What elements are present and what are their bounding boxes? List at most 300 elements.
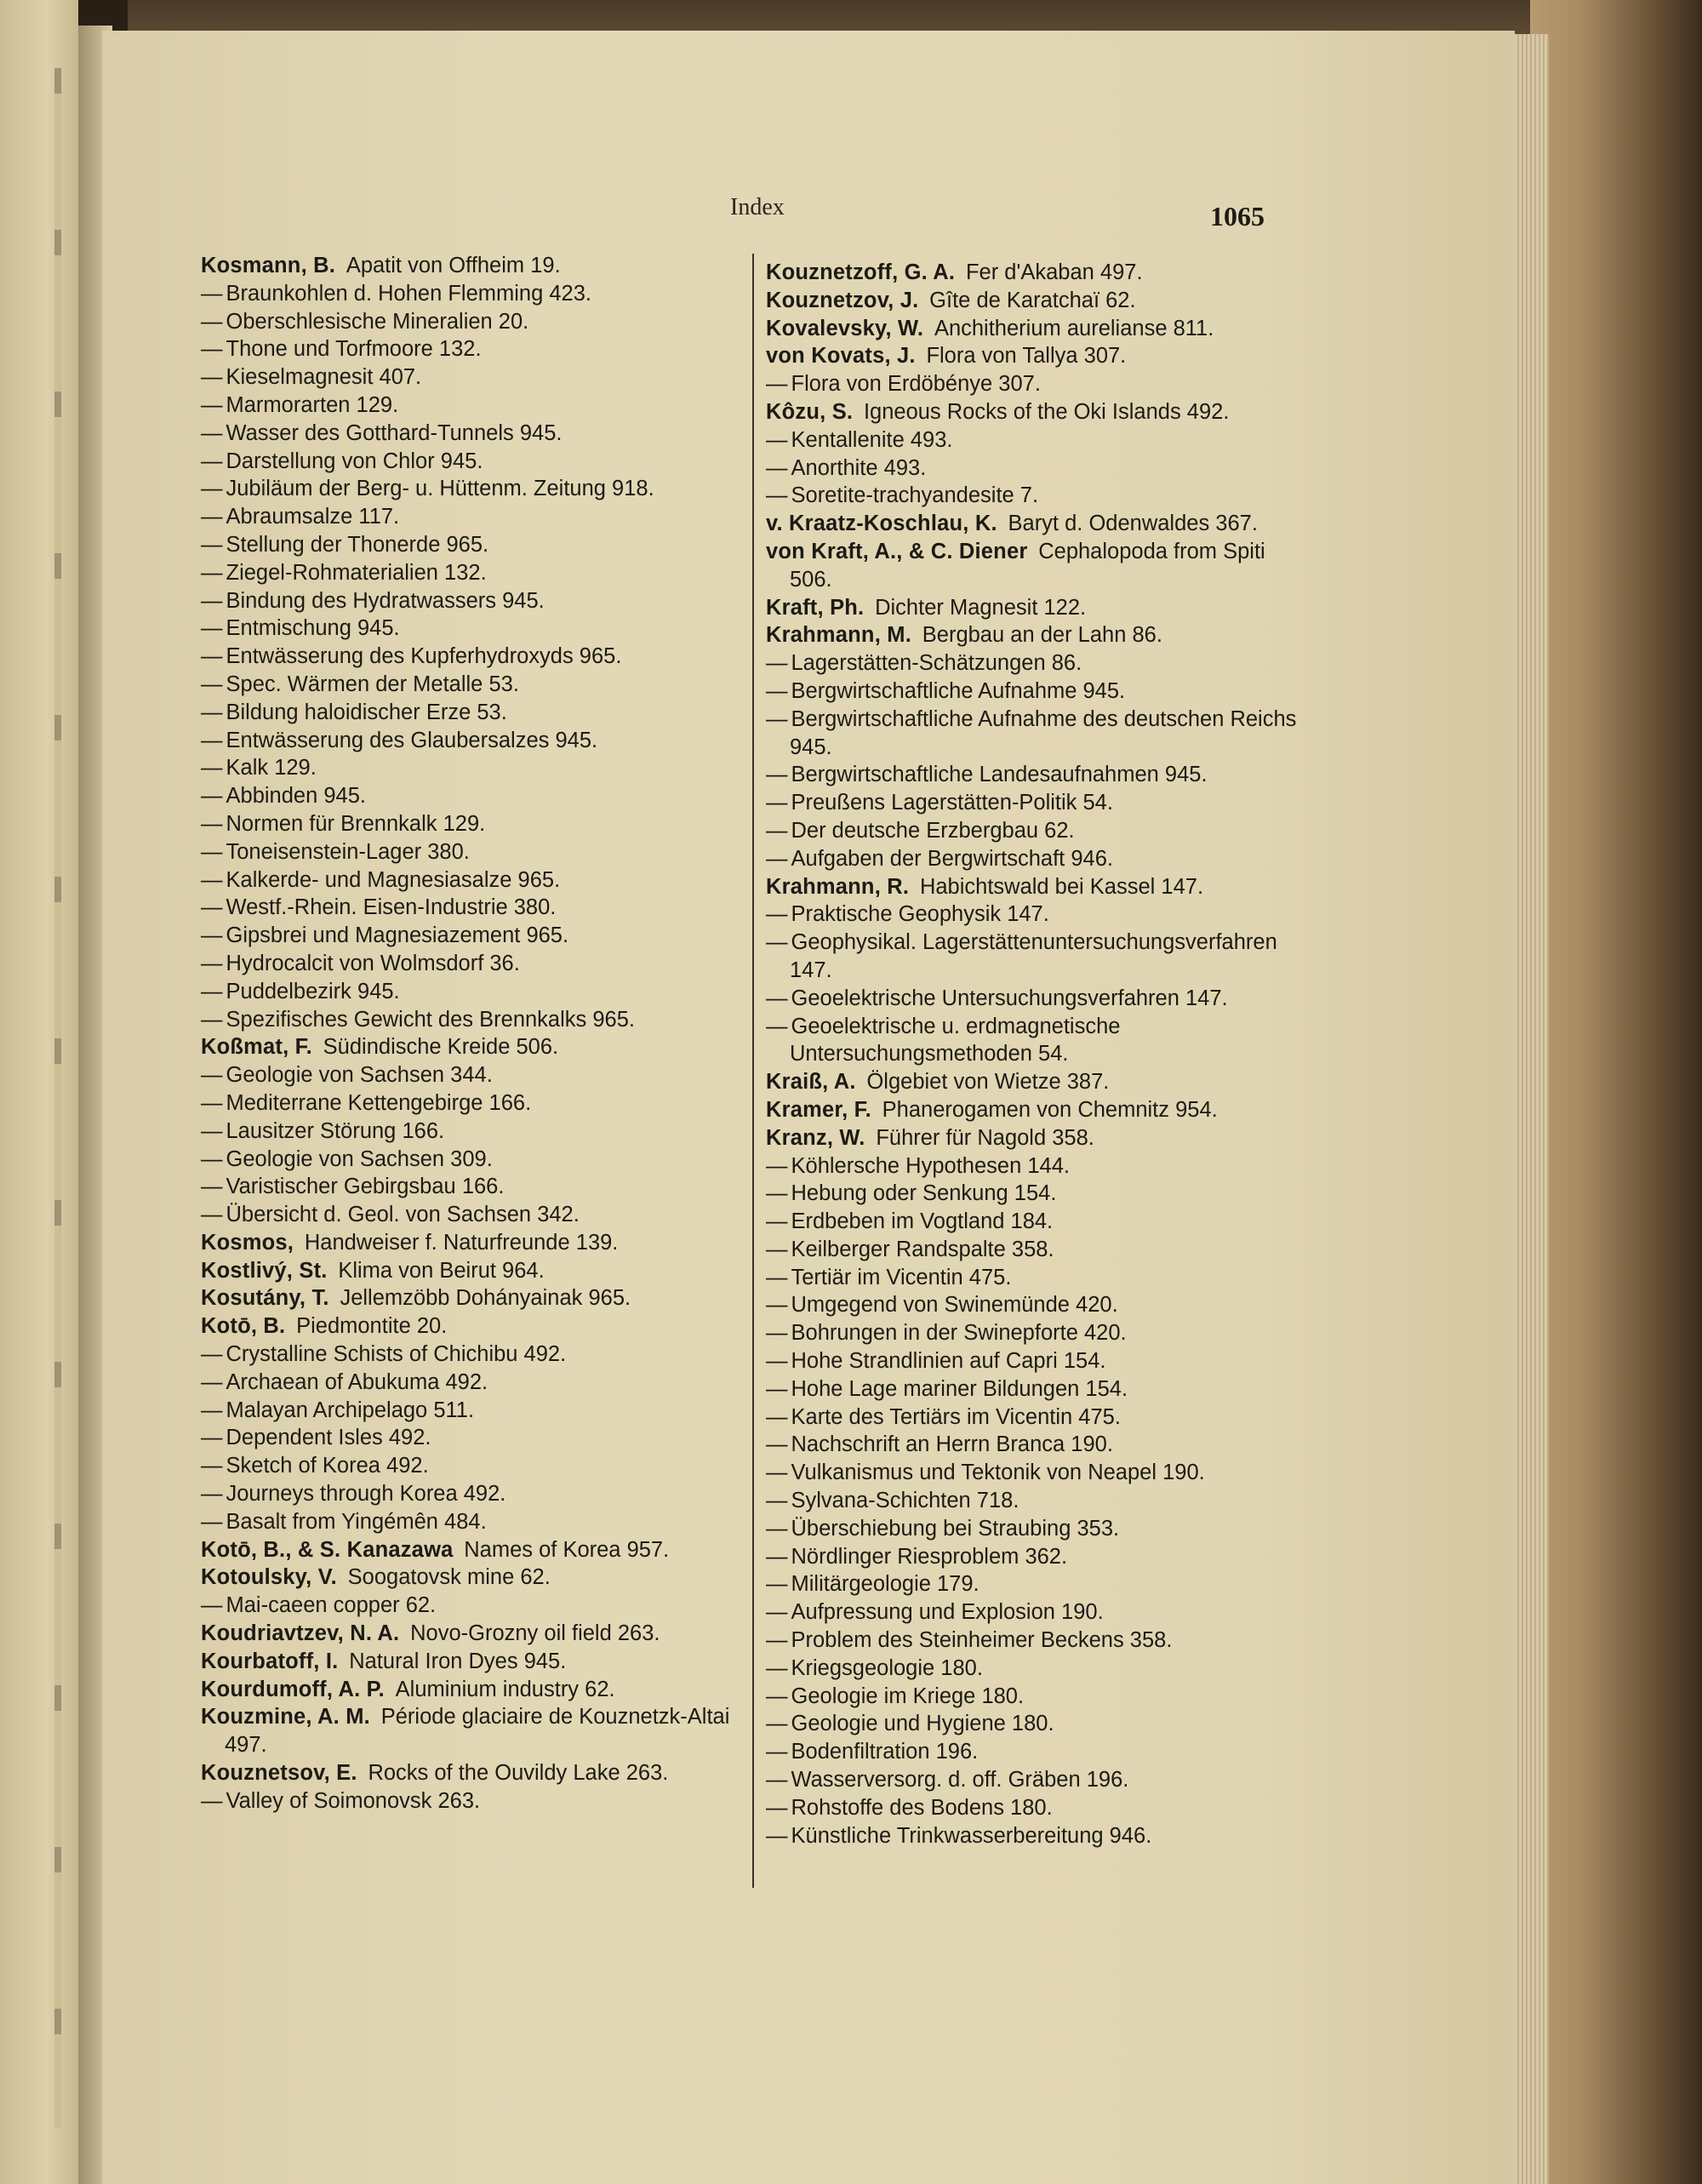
work-title: Künstliche Trinkwasserbereitung 946.: [791, 1823, 1152, 1848]
work-title: Militärgeologie 179.: [791, 1572, 980, 1597]
work-title: Archaean of Abukuma 492.: [226, 1369, 488, 1394]
index-entry: [201, 1284, 737, 1312]
work-title: Keilberger Randspalte 358.: [791, 1237, 1054, 1261]
index-entry: [201, 1480, 737, 1508]
ditto-dash: —: [201, 784, 223, 809]
work-title: Basalt from Yingémên 484.: [226, 1509, 487, 1534]
ditto-dash: —: [201, 1203, 223, 1227]
work-title: Hydrocalcit von Wolmsdorf 36.: [226, 951, 520, 975]
ditto-dash: —: [766, 1181, 788, 1206]
index-entry: [766, 985, 1304, 1013]
work-title: Führer für Nagold 358.: [876, 1125, 1094, 1150]
author-name: Kotoulsky, V.: [201, 1565, 337, 1590]
ditto-dash: —: [201, 1118, 223, 1143]
index-entry: [766, 1794, 1304, 1822]
author-name: von Kovats, J.: [766, 344, 916, 369]
ditto-dash: —: [766, 791, 788, 815]
index-entry: [201, 1424, 737, 1452]
index-entry: [201, 1592, 737, 1620]
facing-page-edge: [0, 0, 78, 2184]
work-title: Bergbau an der Lahn 86.: [922, 623, 1162, 648]
ditto-dash: —: [766, 1404, 788, 1429]
ditto-dash: —: [766, 1349, 788, 1374]
work-title: Journeys through Korea 492.: [226, 1482, 506, 1507]
ditto-dash: —: [201, 392, 223, 417]
author-name: Kotō, B., & S. Kanazawa: [201, 1537, 454, 1562]
index-entry: [766, 1459, 1304, 1487]
index-entry: [766, 1152, 1304, 1181]
ditto-dash: —: [201, 672, 223, 696]
work-title: Gipsbrei und Magnesiazement 965.: [226, 923, 569, 948]
work-title: Darstellung von Chlor 945.: [226, 449, 483, 473]
index-entry: [201, 782, 737, 810]
ditto-dash: —: [766, 818, 788, 843]
index-entry: [766, 426, 1304, 455]
work-title: Gîte de Karatchaï 62.: [929, 288, 1136, 312]
index-entry: [766, 1683, 1304, 1711]
author-name: Krahmann, R.: [766, 874, 910, 899]
work-title: Soogatovsk mine 62.: [347, 1565, 551, 1590]
author-name: Kourdumoff, A. P.: [201, 1677, 385, 1701]
column-divider: [752, 254, 754, 1888]
index-entry: [766, 1655, 1304, 1683]
work-title: Westf.-Rhein. Eisen-Industrie 380.: [226, 895, 557, 920]
work-title: Aluminium industry 62.: [395, 1677, 615, 1701]
work-title: Karte des Tertiärs im Vicentin 475.: [791, 1404, 1121, 1429]
ditto-dash: —: [201, 1482, 223, 1507]
ditto-dash: —: [201, 1369, 223, 1394]
ditto-dash: —: [766, 483, 788, 508]
index-entry: [766, 510, 1304, 538]
ditto-dash: —: [201, 337, 223, 362]
work-title: Bodenfiltration 196.: [791, 1740, 979, 1764]
index-entry: [201, 280, 737, 308]
index-entry: [201, 838, 737, 866]
work-title: Aufpressung und Explosion 190.: [791, 1600, 1104, 1625]
ditto-dash: —: [201, 449, 223, 473]
index-entry: [766, 482, 1304, 510]
work-title: Geologie und Hygiene 180.: [791, 1712, 1054, 1736]
index-entry: [201, 420, 737, 448]
index-entry: [201, 978, 737, 1006]
index-entry: [766, 1766, 1304, 1794]
index-entry: [766, 1319, 1304, 1347]
ditto-dash: —: [766, 1209, 788, 1234]
index-entry: [766, 706, 1304, 762]
ditto-dash: —: [766, 763, 788, 787]
index-entry: [201, 1146, 737, 1174]
index-entry: [766, 1068, 1304, 1096]
work-title: Kalk 129.: [226, 756, 317, 780]
ditto-dash: —: [201, 923, 223, 948]
work-title: Sylvana-Schichten 718.: [791, 1489, 1019, 1513]
work-title: Names of Korea 957.: [464, 1537, 670, 1562]
ditto-dash: —: [766, 1516, 788, 1541]
ditto-dash: —: [201, 756, 223, 780]
ditto-dash: —: [766, 902, 788, 927]
index-entry: [766, 649, 1304, 677]
index-entry: [201, 587, 737, 615]
index-entry: [201, 699, 737, 727]
index-entry: [766, 455, 1304, 483]
work-title: Der deutsche Erzbergbau 62.: [791, 818, 1075, 843]
ditto-dash: —: [201, 1788, 223, 1813]
work-title: Igneous Rocks of the Oki Islands 492.: [863, 399, 1230, 424]
work-title: Jubiläum der Berg- u. Hüttenm. Zeitung 918.: [226, 477, 654, 501]
index-entry: [201, 1201, 737, 1229]
work-title: Rohstoffe des Bodens 180.: [791, 1795, 1053, 1820]
work-title: Toneisenstein-Lager 380.: [226, 839, 470, 864]
index-entry: [766, 1627, 1304, 1655]
work-title: Mediterrane Kettengebirge 166.: [226, 1090, 532, 1115]
index-entry: [766, 1487, 1304, 1515]
index-entry: [201, 1173, 737, 1201]
author-name: Kotō, B.: [201, 1314, 286, 1339]
author-name: Kosutány, T.: [201, 1286, 329, 1311]
ditto-dash: —: [201, 728, 223, 752]
work-title: Erdbeben im Vogtland 184.: [791, 1209, 1054, 1234]
ditto-dash: —: [766, 1795, 788, 1820]
index-entry: [766, 1738, 1304, 1766]
index-entry: [201, 531, 737, 559]
index-entry: [766, 1013, 1304, 1069]
work-title: Apatit von Offheim 19.: [346, 254, 561, 277]
index-entry: [201, 448, 737, 476]
index-entry: [201, 671, 737, 699]
ditto-dash: —: [201, 1146, 223, 1171]
work-title: Handweiser f. Naturfreunde 139.: [304, 1230, 619, 1255]
work-title: Novo-Grozny oil field 263.: [410, 1621, 660, 1646]
ditto-dash: —: [766, 1740, 788, 1764]
ditto-dash: —: [201, 700, 223, 724]
index-entry: [766, 1404, 1304, 1432]
ditto-dash: —: [201, 1426, 223, 1450]
ditto-dash: —: [201, 1175, 223, 1199]
work-title: Jellemzöbb Dohányainak 965.: [340, 1286, 631, 1311]
work-title: Wasser des Gotthard-Tunnels 945.: [226, 420, 563, 445]
index-entry: [201, 1452, 737, 1480]
ditto-dash: —: [766, 1544, 788, 1569]
author-name: Kosmos,: [201, 1230, 294, 1255]
work-title: Übersicht d. Geol. von Sachsen 342.: [226, 1203, 580, 1227]
ditto-dash: —: [766, 1823, 788, 1848]
work-title: Hebung oder Senkung 154.: [791, 1181, 1057, 1206]
ditto-dash: —: [201, 1342, 223, 1367]
index-entry: [201, 1759, 737, 1787]
work-title: Normen für Brennkalk 129.: [226, 811, 486, 836]
work-title: Habichtswald bei Kassel 147.: [919, 874, 1204, 899]
index-entry: [766, 594, 1304, 622]
work-title: Aufgaben der Bergwirtschaft 946.: [791, 846, 1113, 871]
ditto-dash: —: [766, 1376, 788, 1401]
work-title: Bergwirtschaftliche Landesaufnahmen 945.: [791, 763, 1208, 787]
work-title: Natural Iron Dyes 945.: [349, 1649, 567, 1673]
work-title: Klima von Beirut 964.: [338, 1258, 545, 1283]
ditto-dash: —: [201, 309, 223, 334]
work-title: Lausitzer Störung 166.: [226, 1118, 445, 1143]
author-name: Kraiß, A.: [766, 1070, 856, 1095]
ditto-dash: —: [766, 1655, 788, 1680]
ditto-dash: —: [201, 1007, 223, 1032]
ditto-dash: —: [201, 1063, 223, 1088]
work-title: Anorthite 493.: [791, 455, 927, 480]
ditto-dash: —: [201, 895, 223, 920]
work-title: Kentallenite 493.: [791, 427, 953, 452]
work-title: Spezifisches Gewicht des Brennkalks 965.: [226, 1007, 635, 1032]
work-title: Bindung des Hydratwassers 945.: [226, 588, 545, 613]
index-entry: [766, 1515, 1304, 1543]
index-entry: [201, 1118, 737, 1146]
ditto-dash: —: [766, 1768, 788, 1792]
work-title: Anchitherium aurelianse 811.: [934, 316, 1214, 340]
work-title: Crystalline Schists of Chichibu 492.: [226, 1342, 567, 1367]
work-title: Geoelektrische u. erdmagnetische Untersuchungsmethoden 54.: [790, 1014, 1121, 1066]
index-entry: [766, 873, 1304, 901]
work-title: Entwässerung des Glaubersalzes 945.: [226, 728, 598, 752]
work-title: Bohrungen in der Swinepforte 420.: [791, 1321, 1127, 1346]
index-entry: [766, 1375, 1304, 1404]
work-title: Rocks of the Ouvildy Lake 263.: [368, 1761, 669, 1786]
ditto-dash: —: [766, 1321, 788, 1346]
ditto-dash: —: [201, 867, 223, 892]
work-title: Oberschlesische Mineralien 20.: [226, 309, 529, 334]
index-entry: [201, 252, 737, 280]
index-column-right: [766, 259, 1304, 1850]
index-entry: [201, 1703, 737, 1759]
ditto-dash: —: [766, 930, 788, 955]
index-entry: [766, 1710, 1304, 1738]
index-entry: [766, 1347, 1304, 1375]
work-title: Dependent Isles 492.: [226, 1426, 431, 1450]
index-entry: [766, 1570, 1304, 1598]
ditto-dash: —: [766, 1461, 788, 1485]
index-entry: [766, 1822, 1304, 1850]
author-name: Kouzmine, A. M.: [201, 1705, 370, 1729]
ditto-dash: —: [766, 372, 788, 397]
work-title: Hohe Strandlinien auf Capri 154.: [791, 1349, 1106, 1374]
author-name: Kostlivý, St.: [201, 1258, 328, 1283]
author-name: Kouznetzoff, G. A.: [766, 260, 956, 284]
index-entry: [201, 950, 737, 978]
ditto-dash: —: [201, 560, 223, 585]
work-title: Fer d'Akaban 497.: [965, 260, 1143, 284]
work-title: Geologie von Sachsen 344.: [226, 1063, 493, 1088]
work-title: Nachschrift an Herrn Branca 190.: [791, 1432, 1113, 1457]
work-title: Kieselmagnesit 407.: [226, 365, 422, 390]
author-name: Krahmann, M.: [766, 623, 912, 648]
index-entry: [766, 845, 1304, 873]
work-title: Ziegel-Rohmaterialien 132.: [226, 560, 487, 585]
index-entry: [766, 1124, 1304, 1152]
author-name: Kôzu, S.: [766, 399, 854, 424]
ditto-dash: —: [201, 811, 223, 836]
binding-thread: [54, 68, 61, 2128]
index-entry: [201, 1033, 737, 1061]
author-name: Koudriavtzev, N. A.: [201, 1621, 400, 1646]
ditto-dash: —: [201, 979, 223, 1003]
ditto-dash: —: [766, 1572, 788, 1597]
ditto-dash: —: [201, 365, 223, 390]
author-name: Kranz, W.: [766, 1125, 865, 1150]
ditto-dash: —: [766, 455, 788, 480]
work-title: Bergwirtschaftliche Aufnahme des deutschen Reichs 945.: [790, 706, 1297, 759]
ditto-dash: —: [766, 678, 788, 703]
index-entry: [201, 1648, 737, 1676]
index-entry: [201, 1369, 737, 1397]
index-entry: [766, 929, 1304, 985]
ditto-dash: —: [766, 1265, 788, 1289]
index-entry: [766, 900, 1304, 929]
index-entry: [766, 621, 1304, 649]
index-entry: [201, 1229, 737, 1257]
author-name: Kraft, Ph.: [766, 595, 865, 620]
index-entry: [766, 398, 1304, 426]
book-cover-right-edge: [1530, 0, 1702, 2184]
author-name: Koßmat, F.: [201, 1035, 312, 1060]
work-title: Soretite-trachyandesite 7.: [791, 483, 1039, 508]
work-title: Phanerogamen von Chemnitz 954.: [882, 1097, 1218, 1122]
index-entry: [201, 1508, 737, 1536]
index-entry: [201, 1564, 737, 1592]
work-title: Geologie von Sachsen 309.: [226, 1146, 493, 1171]
index-entry: [766, 1543, 1304, 1571]
ditto-dash: —: [201, 1090, 223, 1115]
ditto-dash: —: [201, 477, 223, 501]
work-title: Ölgebiet von Wietze 387.: [866, 1070, 1110, 1095]
work-title: Valley of Soimonovsk 263.: [226, 1788, 481, 1813]
work-title: Stellung der Thonerde 965.: [226, 532, 489, 557]
work-title: Malayan Archipelago 511.: [226, 1398, 475, 1422]
ditto-dash: —: [766, 1237, 788, 1261]
work-title: Überschiebung bei Straubing 353.: [791, 1516, 1120, 1541]
index-entry: [766, 1096, 1304, 1124]
index-entry: [201, 1620, 737, 1648]
index-entry: [201, 1787, 737, 1815]
author-name: Kouznetsov, E.: [201, 1761, 357, 1786]
index-entry: [201, 1061, 737, 1089]
ditto-dash: —: [201, 532, 223, 557]
index-entry: [766, 1264, 1304, 1292]
ditto-dash: —: [201, 644, 223, 669]
index-entry: [201, 503, 737, 531]
index-entry: [201, 643, 737, 671]
work-title: Bildung haloidischer Erze 53.: [226, 700, 507, 724]
work-title: Période glaciaire de Kouznetzk-Altai 497.: [225, 1705, 730, 1758]
work-title: Südindische Kreide 506.: [323, 1035, 559, 1060]
index-entry: [766, 1180, 1304, 1208]
ditto-dash: —: [201, 505, 223, 529]
index-entry: [766, 789, 1304, 817]
index-entry: [766, 1598, 1304, 1627]
work-title: Praktische Geophysik 147.: [791, 902, 1049, 927]
index-entry: [766, 677, 1304, 706]
index-entry: [201, 363, 737, 392]
author-name: Kovalevsky, W.: [766, 316, 924, 340]
ditto-dash: —: [766, 1684, 788, 1708]
work-title: Kalkerde- und Magnesiasalze 965.: [226, 867, 561, 892]
index-entry: [201, 1312, 737, 1341]
running-title: Index: [730, 194, 785, 220]
index-entry: [201, 615, 737, 643]
work-title: Umgegend von Swinemünde 420.: [791, 1293, 1118, 1318]
work-title: Flora von Tallya 307.: [926, 344, 1127, 369]
work-title: Sketch of Korea 492.: [226, 1454, 429, 1478]
work-title: Cephalopoda from Spiti 506.: [790, 539, 1265, 592]
work-title: Geoelektrische Untersuchungsverfahren 147.: [791, 986, 1228, 1010]
ditto-dash: —: [201, 839, 223, 864]
work-title: Mai-caeen copper 62.: [226, 1593, 437, 1618]
work-title: Kriegsgeologie 180.: [791, 1655, 983, 1680]
index-entry: [201, 1676, 737, 1704]
work-title: Dichter Magnesit 122.: [875, 595, 1087, 620]
index-entry: [766, 315, 1304, 343]
ditto-dash: —: [201, 588, 223, 613]
work-title: Entmischung 945.: [226, 616, 400, 641]
index-entry: [766, 287, 1304, 315]
work-title: Köhlersche Hypothesen 144.: [791, 1153, 1070, 1178]
index-entry: [766, 259, 1304, 287]
author-name: v. Kraatz-Koschlau, K.: [766, 512, 997, 536]
index-entry: [201, 754, 737, 782]
ditto-dash: —: [201, 420, 223, 445]
ditto-dash: —: [766, 1014, 788, 1038]
work-title: Braunkohlen d. Hohen Flemming 423.: [226, 281, 592, 306]
ditto-dash: —: [201, 281, 223, 306]
work-title: Baryt d. Odenwaldes 367.: [1008, 512, 1258, 536]
index-entry: [201, 894, 737, 922]
index-entry: [201, 475, 737, 503]
ditto-dash: —: [766, 1489, 788, 1513]
index-entry: [201, 866, 737, 895]
ditto-dash: —: [766, 427, 788, 452]
index-entry: [201, 1341, 737, 1369]
index-entry: [766, 1291, 1304, 1319]
index-entry: [766, 1236, 1304, 1264]
index-entry: [201, 1257, 737, 1285]
index-entry: [201, 727, 737, 755]
work-title: Lagerstätten-Schätzungen 86.: [791, 651, 1082, 676]
index-entry: [201, 308, 737, 336]
work-title: Preußens Lagerstätten-Politik 54.: [791, 791, 1113, 815]
author-name: Kouznetzov, J.: [766, 288, 919, 312]
index-entry: [201, 1536, 737, 1564]
work-title: Puddelbezirk 945.: [226, 979, 400, 1003]
work-title: Thone und Torfmoore 132.: [226, 337, 482, 362]
ditto-dash: —: [766, 1432, 788, 1457]
author-name: von Kraft, A., & C. Diener: [766, 539, 1028, 563]
index-entry: [766, 1431, 1304, 1459]
ditto-dash: —: [766, 1153, 788, 1178]
ditto-dash: —: [766, 1628, 788, 1653]
work-title: Spec. Wärmen der Metalle 53.: [226, 672, 519, 696]
index-column-left: [201, 252, 737, 1815]
index-entry: [766, 761, 1304, 789]
work-title: Marmorarten 129.: [226, 392, 399, 417]
ditto-dash: —: [766, 1293, 788, 1318]
index-entry: [201, 1089, 737, 1118]
index-entry: [766, 1208, 1304, 1236]
work-title: Bergwirtschaftliche Aufnahme 945.: [791, 678, 1126, 703]
ditto-dash: —: [201, 951, 223, 975]
ditto-dash: —: [201, 616, 223, 641]
index-entry: [201, 810, 737, 838]
work-title: Tertiär im Vicentin 475.: [791, 1265, 1012, 1289]
work-title: Geologie im Kriege 180.: [791, 1684, 1025, 1708]
index-entry: [766, 342, 1304, 370]
author-name: Kramer, F.: [766, 1097, 871, 1122]
ditto-dash: —: [201, 1454, 223, 1478]
ditto-dash: —: [201, 1509, 223, 1534]
